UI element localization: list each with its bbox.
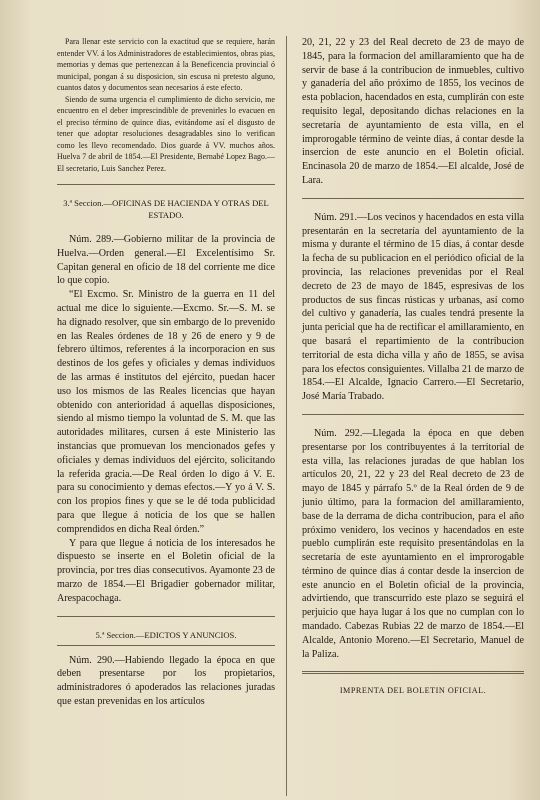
notice-291 (302, 211, 524, 404)
notice-continued (302, 36, 524, 188)
section-title: 3.ª Seccion.—OFICINAS DE HACIENDA Y OTRAS DEL ESTADO. (63, 198, 269, 220)
paragraph: Y para que llegue á noticia de los interesados he dispuesto se inserte en el Boletin oficial de la provincia, por tres dias consecutivos. Ayamonte 23 de marzo de 1854.—El Brigadier gobernador militar, Arespacochaga. (57, 537, 275, 604)
paragraph: Para llenar este servicio con la exactitud que se requiere, harán entender VV. á los Administradores de establecimientos, obras pias, memorias y demas que pertenezcan á la Beneficencia provincial ó municipal, pongan á su disposicion, sin escusa ni pretesto alguno, cuantos datos y documentos sean necesarios á este efecto. (57, 37, 275, 92)
left-column (57, 36, 275, 709)
paragraph: Siendo de suma urgencia el cumplimiento de dicho servicio, me encuentro en el deber imprescindible de prevenirles lo evacuen en el preciso término de quince dias, evitándome así el disgusto de tener que adoptar resoluciones desagradables sino lo verifican como les llevo recomendado. Dios guarde á VV. muchos años. Huelva 7 de abril de 1854.—El Presidente, Bernabé Lopez Bago.—El secretario, Luis Sanchez Perez. (57, 94, 275, 173)
printer-imprint: IMPRENTA DEL BOLETIN OFICIAL. (339, 686, 487, 696)
paragraph: Núm. 290.—Habiendo llegado la época en que deben presentarse por los propietarios, administradores ó apoderados las relaciones juradas que estan prevenidas en los artículos (57, 654, 275, 707)
notice-292 (302, 427, 524, 662)
section-title: 5.ª Seccion.—EDICTOS Y ANUNCIOS. (95, 629, 237, 640)
separator-double-line (302, 671, 524, 674)
right-column (302, 36, 524, 695)
paragraph: 20, 21, 22 y 23 del Real decreto de 23 de mayo de 1845, para la formacion del amillaramiento que ha de servir de base á la contribucion de inmuebles, cultivo y ganadería del año próximo de 1855, los vecinos de esta poblacion, hacendados en esta, cumplirán con este requisito legal, depositando dichas relaciones en la secretaría de ayuntamiento de esta villa, en el improrogable término de veinte dias, á contar desde la insercion de este anuncio en el Boletin oficial. Encinasola 20 de marzo de 1854.—El alcalde, José de Lara. (302, 37, 524, 186)
separator-line (57, 645, 275, 646)
column-divider (286, 36, 287, 796)
paragraph: Núm. 292.—Llegada la época en que deben presentarse por los contribuyentes á la territorial de esta villa, las relaciones juradas de que hablan los artículos 20, 21, 22 y 23 del Real decreto de 23 de mayo de 1845 y párrafo 5.º de la Real órden de 9 de junio último, para la formacion del amillaramiento, base de la derrama de dicha contribucion, para el año próximo venidero, los vecinos y hacendados en este pueblo cumplirán este requisito presentándolas en la secretaría de este ayuntamiento en el improrogable término de quince dias á contar desde la insercion de este anuncio en el Boletin oficial de la provincia, advirtiendo, que transcurrido este plazo se seguirá el perjuicio que haya lugar á los que no cumplan con lo mandado. Cabezas Rubias 22 de marzo de 1854.—El Alcalde, Antonio Moreno.—El Secretario, Manuel de la Paliza. (302, 427, 524, 660)
notice-289 (57, 233, 275, 606)
paragraph: Núm. 291.—Los vecinos y hacendados en esta villa presentarán en la secretaría del ayuntamiento de la misma y durante el término de 15 dias, á contar desde la fecha de su publicacion en el periódico oficial de la provincia, las relaciones prevenidas por el Real decreto de 23 de mayo de 1845, espresivas de los productos de sus fincas rústicas y urbanas, así como del cultivo y ganadería, las cuales tendrá presente la junta pericial que ha de rectificar el amillaramiento, en que basará el repartimiento de la contribucion territorial de esta dicha villa y año de 1855, se avisa para los efectos consiguientes. Villalba 21 de marzo de 1854.—El Alcalde, Ignacio Carrero.—El Secretario, José María Trabado. (302, 211, 524, 403)
paragraph: “El Excmo. Sr. Ministro de la guerra en 11 del actual me dice lo siguiente.—Excmo. Sr.—S. M. se ha dignado resolver, que sin embargo de lo prevenido en las Reales órdenes de 18 y 26 de enero y 9 de febrero últimos, referentes á la incorporacion en sus destinos de los gefes y oficiales y demas individuos de las armas é institutos del ejército, puedan hacer uso los mismos de las Reales licencias que hayan obtenido con anterioridad á aquellas disposiciones, siendo al mismo tiempo la voluntad de S. M. que las autoridades militares, cursen á este Ministerio las instancias que promuevan los mencionados gefes y oficiales y demas individuos del ejército, solicitando la referida gracia.—De Real órden lo digo á V. E. para su conocimiento y demas efectos.—Y yo á V. S. con los propios fines y que se le dé toda publicidad para que llegue á noticia de los que se hallen comprendidos en dicha Real órden.” (57, 289, 275, 535)
separator-line (57, 616, 275, 617)
separator-line (302, 198, 524, 199)
paragraph: Núm. 289.—Gobierno militar de la provincia de Huelva.—Orden general.—El Excelentísimo Sr. Capitan general en oficio de 18 del corriente me dice lo que copio. (57, 234, 275, 287)
left-top-block (57, 36, 275, 174)
separator-line (302, 414, 524, 415)
notice-290 (57, 654, 275, 709)
separator-line (57, 184, 275, 185)
